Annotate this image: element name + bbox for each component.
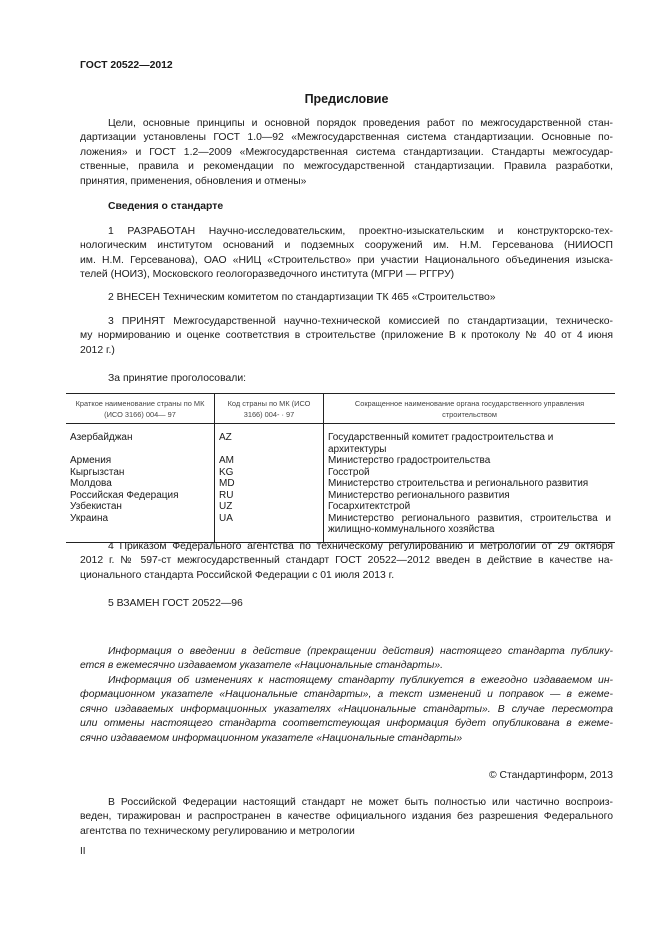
cell-code: AM <box>215 455 324 467</box>
text-line: му нормированию и оценке соответствия в строительстве (приложение В к протоколу № 40 от 4 июня <box>80 330 613 342</box>
text-line: им. Н.М. Герсеванова), ОАО «НИЦ «Строительство» при участии Национального объединения изыска- <box>80 254 613 266</box>
cell-authority: Министерство регионального развития, строительства и жилищно-коммунального хозяйства <box>324 513 616 543</box>
item-replaces <box>80 597 613 611</box>
page-number: II <box>80 846 86 857</box>
info-heading: Сведения о стандарте <box>108 201 224 212</box>
cell-country: Российская Федерация <box>70 489 179 501</box>
text-line: Информация об изменениях к настоящему стандарту публикуется в ежегодно издаваемом ин- <box>108 675 613 686</box>
cell-code: MD <box>215 478 324 490</box>
cell-code: AZ <box>215 424 324 456</box>
text-line: За принятие проголосовали: <box>108 373 247 384</box>
cell-authority: Госархитектстрой <box>324 501 616 513</box>
cell-code: KG <box>215 467 324 479</box>
column-header-code: Код страны по МК (ИСО 3166) 004- · 97 <box>215 394 324 424</box>
cell-country: Армения <box>70 455 112 466</box>
text-line: ционального стандарта Российской Федерации с 01 июля 2013 г. <box>80 569 395 581</box>
text-line: телей (НОИЗ), Московского геологоразведочного института (МГРИ — РГГРУ) <box>80 269 455 281</box>
rights-paragraph <box>80 796 613 839</box>
text-line: 2012 г.) <box>80 344 115 356</box>
text-line: 4 Приказом Федерального агентства по техническому регулированию и метрологии от 29 октября <box>108 541 613 552</box>
text-line: формационном указателе «Национальные стандарты», а текст изменений и поправок — в ежеме- <box>80 689 613 701</box>
voting-table <box>66 393 615 543</box>
cell-country: Кыргызстан <box>70 466 125 478</box>
text-line: сячно издаваемых информационных указателях «Национальные стандарты». В случае пересмотра <box>80 703 613 715</box>
text-line: 2 ВНЕСЕН Техническим комитетом по стандартизации ТК 465 «Строительство» <box>108 292 496 303</box>
cell-country: Узбекистан <box>70 501 122 512</box>
cell-country: Украина <box>70 512 109 524</box>
cell-code: RU <box>215 490 324 502</box>
table-row <box>66 501 615 513</box>
column-header-authority: Сокращенное наименование органа государственного управления строительством <box>324 394 616 424</box>
table-row <box>66 455 615 467</box>
text-line: 1 РАЗРАБОТАН Научно-исследовательским, проектно-изыскательским и конструкторско-тех- <box>108 226 613 237</box>
cell-authority: Государственный комитет градостроительства и архитектуры <box>324 424 616 456</box>
cell-country: Азербайджан <box>70 432 133 443</box>
text-line: ложения» и ГОСТ 1.2—2009 «Межгосударственная система стандартизации. Стандарты межгосудар- <box>80 146 613 158</box>
intro-paragraph <box>80 117 613 189</box>
text-line: агентства по техническому регулированию и метрологии <box>80 825 355 837</box>
text-line: 3 ПРИНЯТ Межгосударственной научно-технической комиссией по стандартизации, техническо- <box>108 316 613 327</box>
voted-label <box>80 372 613 386</box>
text-line: веден, тиражирован и распространен в качестве официального издания без разрешения Федерального <box>80 811 613 823</box>
cell-authority: Госстрой <box>324 467 616 479</box>
item-developed <box>80 225 613 283</box>
cell-authority: Министерство градостроительства <box>324 455 616 467</box>
column-header-country: Краткое наименование страны по МК (ИСО 3166) 004— 97 <box>66 394 215 424</box>
text-line: Цели, основные принципы и основной порядок проведения работ по межгосударственной стан- <box>108 118 613 129</box>
cell-code: UZ <box>215 501 324 513</box>
text-line: ется в ежемесячно издаваемом указателе «Национальные стандарты». <box>80 660 444 672</box>
text-line: дартизации установлены ГОСТ 1.0—92 «Межгосударственная система стандартизации. Основные по- <box>80 132 613 144</box>
item-submitted <box>80 291 613 305</box>
table-row <box>66 424 615 456</box>
item-adopted <box>80 315 613 358</box>
text-line: принятия, применения, обновления и отмены» <box>80 175 307 187</box>
table-row <box>66 467 615 479</box>
text-line: ственные, правила и рекомендации по межгосударственной стандартизации. Правила разработки, <box>80 161 613 173</box>
table-row <box>66 478 615 490</box>
table-row <box>66 513 615 543</box>
text-line: Информация о введении в действие (прекращении действия) настоящего стандарта публику- <box>108 646 613 657</box>
text-line: нологическим институтом оснований и подземных сооружений им. Н.М. Герсеванова (НИИОСП <box>80 240 613 252</box>
cell-code: UA <box>215 513 324 543</box>
text-line: или отмены настоящего стандарта соответстеующая информация будет опубликована в ежеме- <box>80 718 613 730</box>
page-title: Предисловие <box>304 92 389 106</box>
text-line: сячно издаваемом информационном указателе «Национальные стандарты» <box>80 732 463 744</box>
cell-authority: Министерство строительства и регионального развития <box>324 478 616 490</box>
notice-introduction <box>80 645 613 674</box>
text-line: 5 ВЗАМЕН ГОСТ 20522—96 <box>108 598 243 609</box>
cell-authority: Министерство регионального развития <box>324 490 616 502</box>
text-line: 2012 г. № 597-ст межгосударственный стандарт ГОСТ 20522—2012 введен в действие в качестве на- <box>80 555 613 567</box>
cell-country: Молдова <box>70 478 112 489</box>
text-line: В Российской Федерации настоящий стандарт не может быть полностью или частично воспроиз- <box>108 797 613 808</box>
notice-changes <box>80 674 613 746</box>
copyright: © Стандартинформ, 2013 <box>488 770 613 781</box>
document-id: ГОСТ 20522—2012 <box>80 60 173 71</box>
item-enacted <box>80 540 613 583</box>
table-row <box>66 490 615 502</box>
